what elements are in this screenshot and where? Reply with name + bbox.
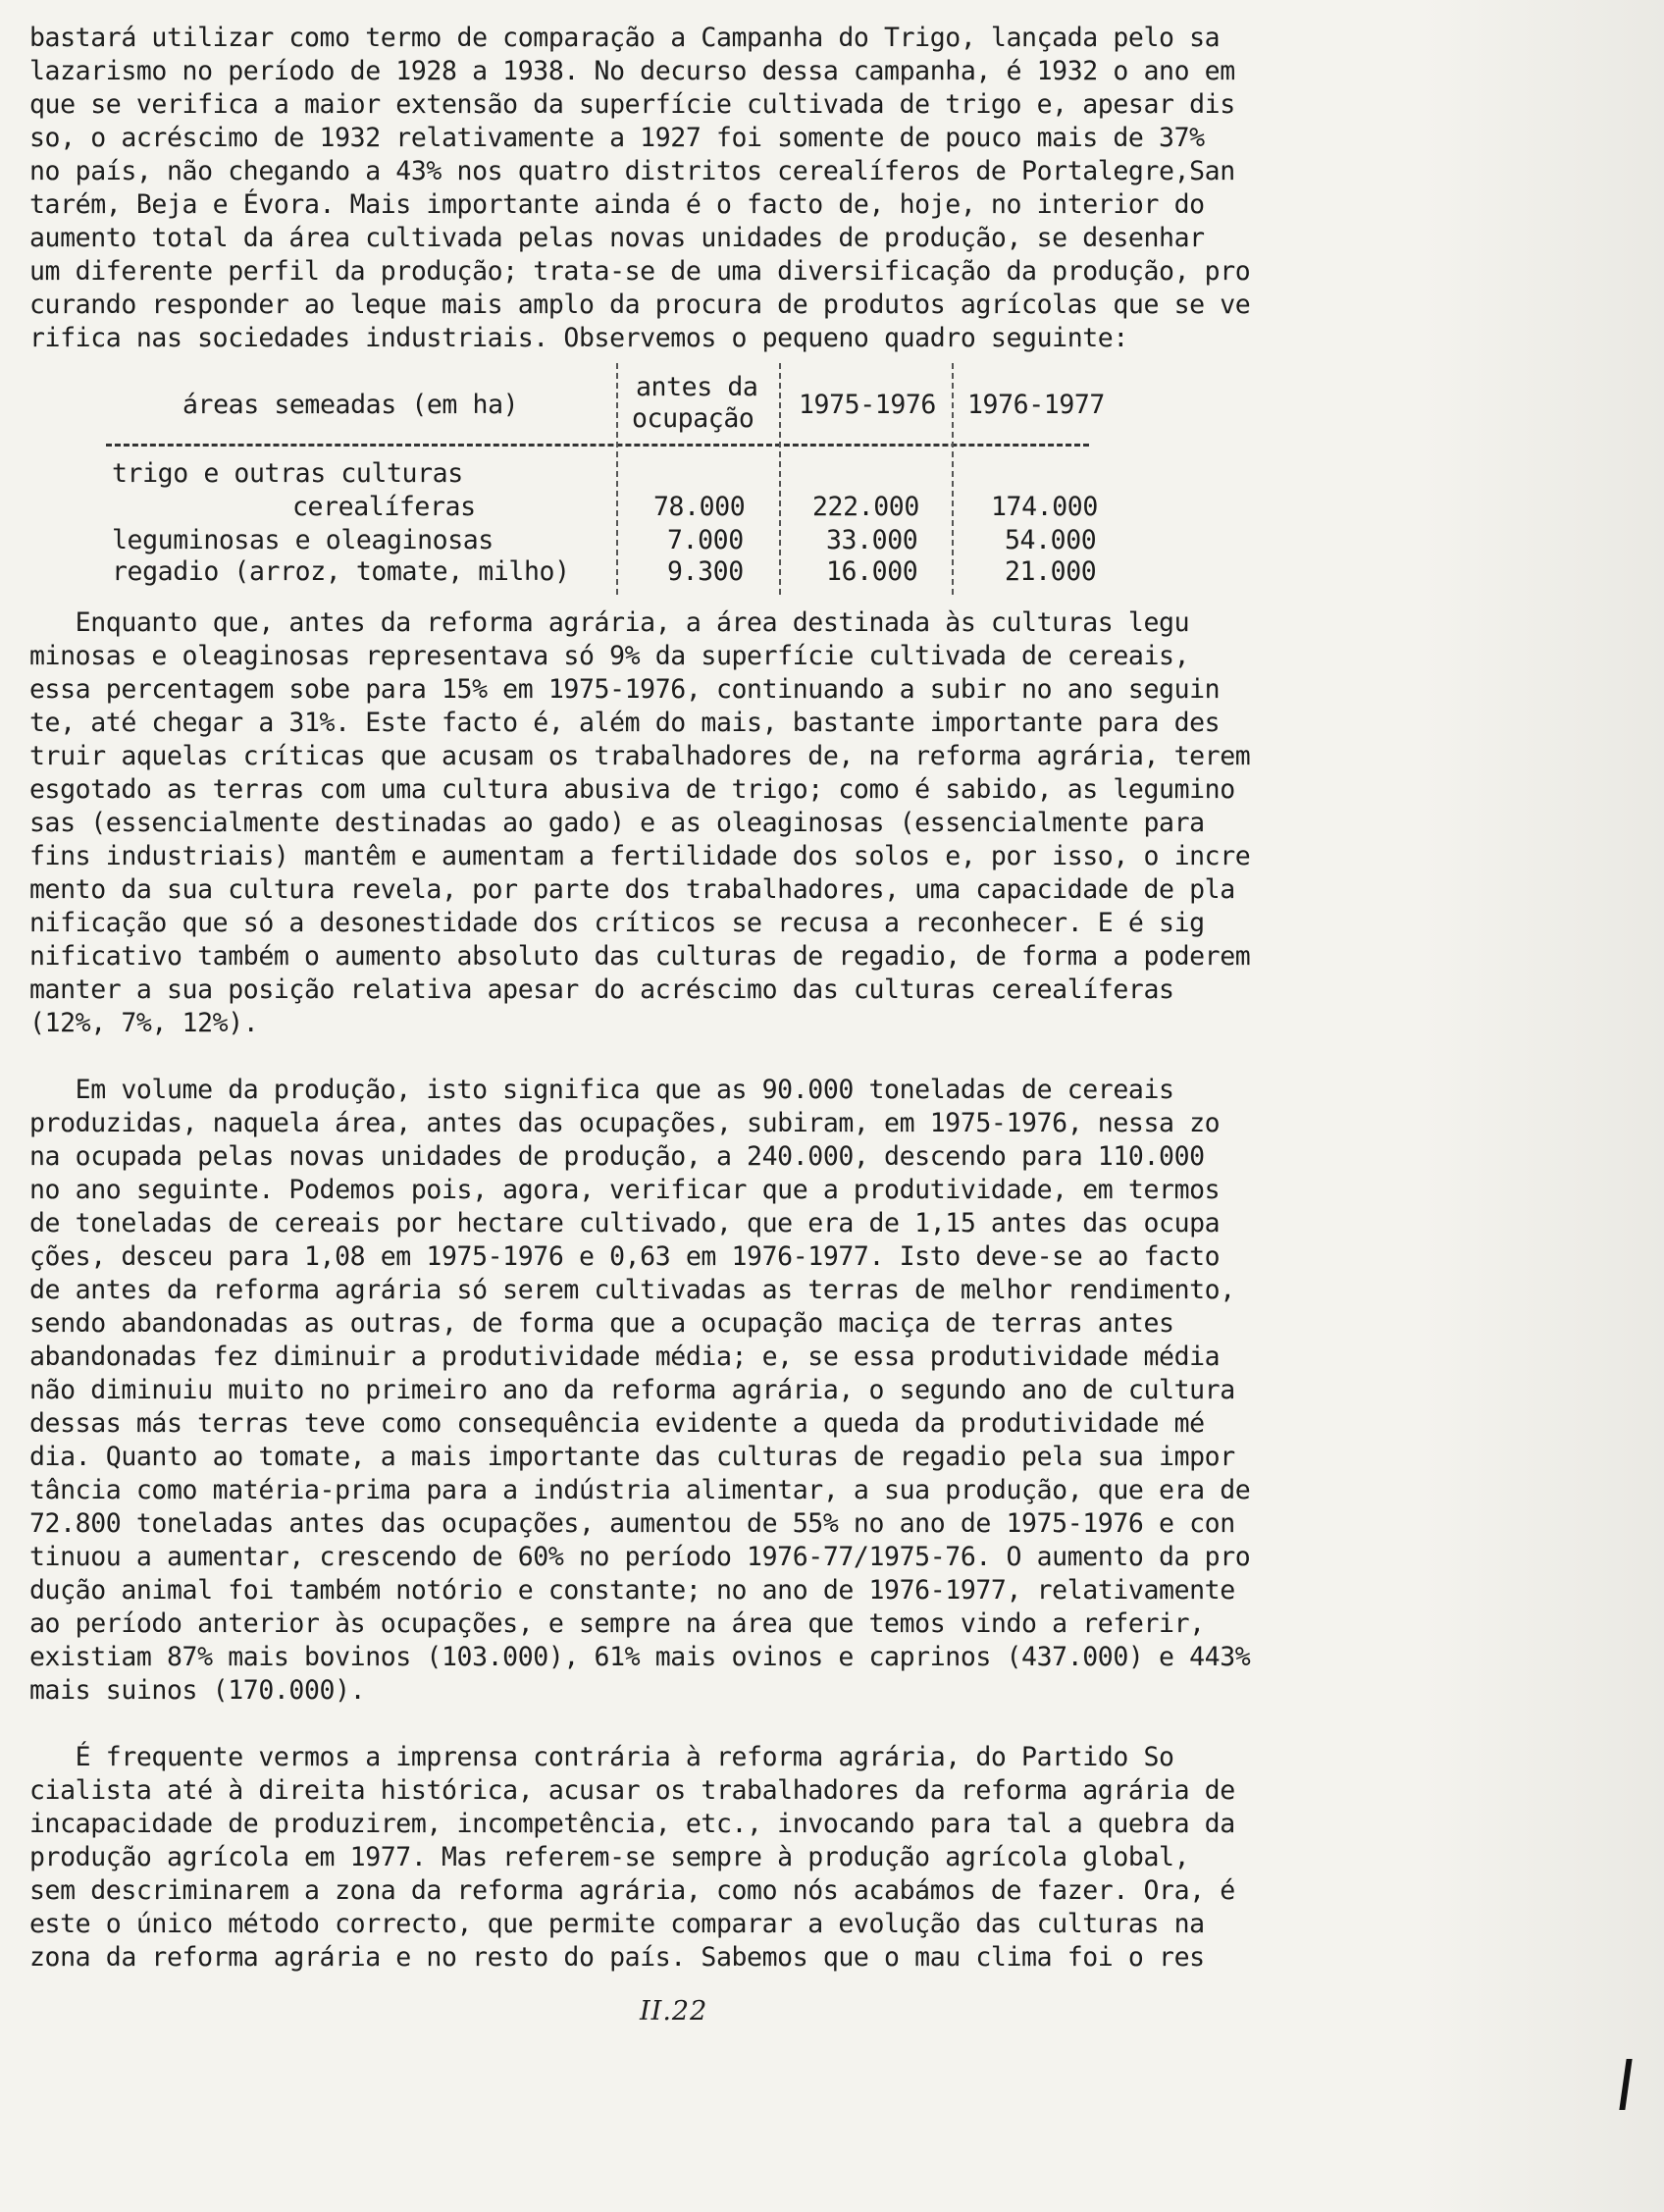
text-line: lazarismo no período de 1928 a 1938. No decurso dessa campanha, é 1932 o ano em — [29, 56, 1235, 86]
table-row-label: trigo e outras culturas — [112, 458, 463, 489]
text-line: rifica nas sociedades industriais. Observemos o pequeno quadro seguinte: — [29, 323, 1128, 353]
table-header-before-1: antes da — [636, 372, 758, 402]
table-column-rule — [616, 363, 618, 595]
text-line: Em volume da produção, isto significa que as 90.000 toneladas de cereais — [29, 1075, 1174, 1105]
table-header-rule — [106, 444, 1089, 447]
text-line: dia. Quanto ao tomate, a mais importante das culturas de regadio pela sua impor — [29, 1442, 1235, 1472]
paragraph-4 — [29, 1741, 1325, 1975]
text-line: de toneladas de cereais por hectare cultivado, que era de 1,15 antes das ocupa — [29, 1208, 1221, 1238]
text-line: tinuou a aumentar, crescendo de 60% no período 1976-77/1975-76. O aumento da pro — [29, 1542, 1251, 1572]
text-line: te, até chegar a 31%. Este facto é, além do mais, bastante importante para des — [29, 708, 1221, 738]
text-line: ções, desceu para 1,08 em 1975-1976 e 0,63 em 1976-1977. Isto deve-se ao facto — [29, 1241, 1221, 1272]
text-line: bastará utilizar como termo de comparação a Campanha do Trigo, lançada pelo sa — [29, 23, 1221, 53]
text-line: truir aquelas críticas que acusam os trabalhadores de, na reforma agrária, terem — [29, 741, 1251, 771]
text-line: mais suinos (170.000). — [29, 1675, 366, 1706]
text-line: manter a sua posição relativa apesar do acréscimo das culturas cerealíferas — [29, 974, 1174, 1005]
text-line: tarém, Beja e Évora. Mais importante ainda é o facto de, hoje, no interior do — [29, 189, 1205, 220]
text-line: produzidas, naquela área, antes das ocupações, subiram, em 1975-1976, nessa zo — [29, 1108, 1221, 1138]
table-cell: 16.000 — [826, 556, 918, 587]
paragraph-3 — [29, 1074, 1325, 1708]
crop-area-table — [29, 363, 1109, 599]
text-line: abandonadas fez diminuir a produtividade média; e, se essa produtividade média — [29, 1342, 1221, 1372]
table-header-before-2: ocupação — [632, 403, 754, 434]
table-header-areas: áreas semeadas (em ha) — [182, 390, 519, 420]
table-row-label: leguminosas e oleaginosas — [112, 525, 494, 555]
text-line: dessas más terras teve como consequência evidente a queda da produtividade mé — [29, 1408, 1205, 1439]
text-line: minosas e oleaginosas representava só 9% da superfície cultivada de cereais, — [29, 641, 1190, 671]
text-line: É frequente vermos a imprensa contrária à reforma agrária, do Partido So — [29, 1742, 1174, 1772]
text-line: não diminuiu muito no primeiro ano da reforma agrária, o segundo ano de cultura — [29, 1375, 1235, 1405]
text-line: nificativo também o aumento absoluto das culturas de regadio, de forma a poderem — [29, 941, 1251, 972]
table-cell: 78.000 — [653, 492, 746, 522]
table-column-rule — [952, 363, 954, 595]
table-cell: 222.000 — [812, 492, 919, 522]
text-line: dução animal foi também notório e constante; no ano de 1976-1977, relativamente — [29, 1575, 1235, 1606]
text-line: tância como matéria-prima para a indústria alimentar, a sua produção, que era de — [29, 1475, 1251, 1505]
text-line: ao período anterior às ocupações, e sempre na área que temos vindo a referir, — [29, 1608, 1205, 1639]
text-line: produção agrícola em 1977. Mas referem-se sempre à produção agrícola global, — [29, 1842, 1190, 1872]
paragraph-1 — [29, 22, 1325, 355]
text-line: fins industriais) mantêm e aumentam a fertilidade dos solos e, por isso, o incre — [29, 841, 1251, 871]
text-line: um diferente perfil da produção; trata-se de uma diversificação da produção, pro — [29, 256, 1251, 287]
text-line: sas (essencialmente destinadas ao gado) e as oleaginosas (essencialmente para — [29, 808, 1205, 838]
table-row-label: regadio (arroz, tomate, milho) — [112, 556, 570, 587]
table-cell: 54.000 — [1005, 525, 1097, 555]
page-number: II.22 — [640, 1996, 708, 2027]
text-line: nificação que só a desonestidade dos críticos se recusa a reconhecer. E é sig — [29, 908, 1205, 938]
text-line: curando responder ao leque mais amplo da procura de produtos agrícolas que se ve — [29, 290, 1251, 320]
table-header-1975: 1975-1976 — [799, 390, 936, 420]
bleed-through-shade — [1419, 0, 1664, 2212]
text-line: 72.800 toneladas antes das ocupações, aumentou de 55% no ano de 1975-1976 e con — [29, 1508, 1235, 1539]
text-line: so, o acréscimo de 1932 relativamente a 1927 foi somente de pouco mais de 37% — [29, 123, 1205, 153]
text-line: incapacidade de produzirem, incompetência, etc., invocando para tal a quebra da — [29, 1809, 1235, 1839]
text-line: sem descriminarem a zona da reforma agrária, como nós acabámos de fazer. Ora, é — [29, 1875, 1235, 1906]
text-line: zona da reforma agrária e no resto do país. Sabemos que o mau clima foi o res — [29, 1942, 1205, 1973]
text-line: aumento total da área cultivada pelas novas unidades de produção, se desenhar — [29, 223, 1205, 253]
paragraph-2 — [29, 606, 1325, 1040]
text-line: Enquanto que, antes da reforma agrária, a área destinada às culturas legu — [29, 607, 1190, 638]
text-line: esgotado as terras com uma cultura abusiva de trigo; como é sabido, as legumino — [29, 774, 1235, 805]
table-row-label: cerealíferas — [292, 492, 476, 522]
table-cell: 33.000 — [826, 525, 918, 555]
text-line: mento da sua cultura revela, por parte dos trabalhadores, uma capacidade de pla — [29, 874, 1235, 905]
text-line: que se verifica a maior extensão da superfície cultivada de trigo e, apesar dis — [29, 89, 1235, 120]
text-line: existiam 87% mais bovinos (103.000), 61% mais ovinos e caprinos (437.000) e 443% — [29, 1642, 1251, 1672]
table-cell: 174.000 — [991, 492, 1098, 522]
text-line: no ano seguinte. Podemos pois, agora, verificar que a produtividade, em termos — [29, 1175, 1221, 1205]
text-line: de antes da reforma agrária só serem cultivadas as terras de melhor rendimento, — [29, 1275, 1235, 1305]
table-cell: 9.300 — [667, 556, 744, 587]
text-line: na ocupada pelas novas unidades de produção, a 240.000, descendo para 110.000 — [29, 1141, 1205, 1172]
text-line: (12%, 7%, 12%). — [29, 1008, 259, 1038]
text-line: no país, não chegando a 43% nos quatro distritos cerealíferos de Portalegre,San — [29, 156, 1235, 186]
text-line: essa percentagem sobe para 15% em 1975-1976, continuando a subir no ano seguin — [29, 674, 1221, 705]
table-cell: 21.000 — [1005, 556, 1097, 587]
table-column-rule — [779, 363, 781, 595]
table-header-1976: 1976-1977 — [967, 390, 1105, 420]
table-cell: 7.000 — [667, 525, 744, 555]
text-line: cialista até à direita histórica, acusar os trabalhadores da reforma agrária de — [29, 1775, 1235, 1806]
text-line: sendo abandonadas as outras, de forma que a ocupação maciça de terras antes — [29, 1308, 1174, 1339]
text-line: este o único método correcto, que permite comparar a evolução das culturas na — [29, 1909, 1205, 1939]
